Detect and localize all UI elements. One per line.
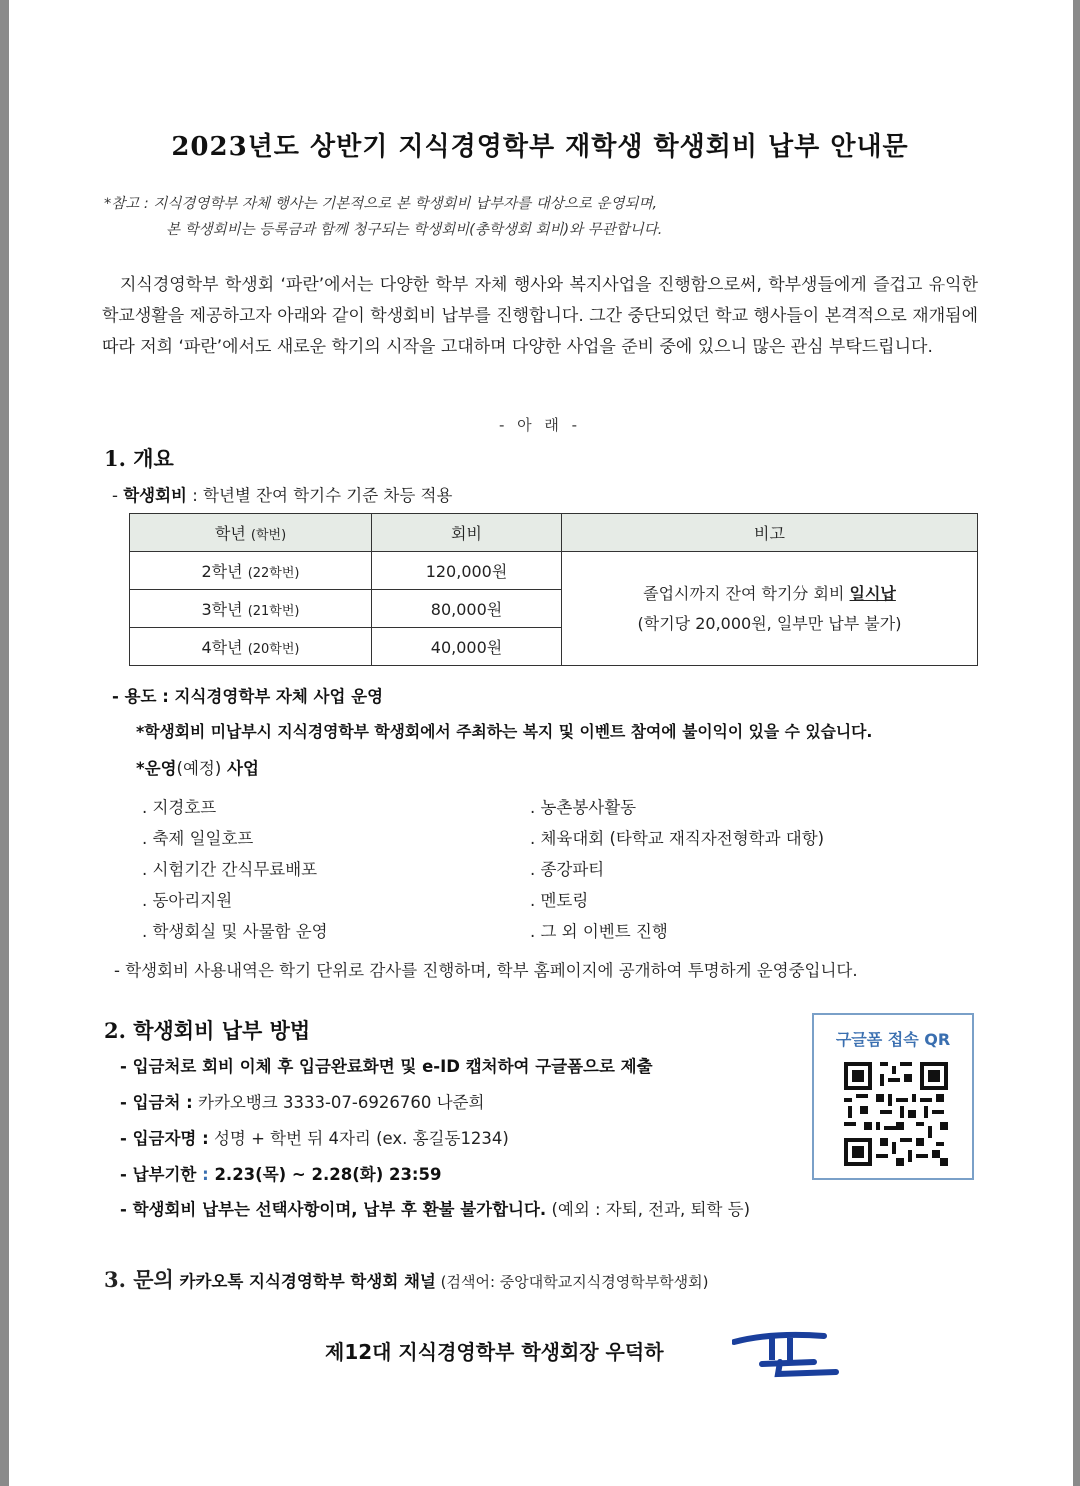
window-frame-right xyxy=(1073,0,1080,1486)
cell-grade: 2학년 (22학번) xyxy=(130,552,372,590)
account-line: - 입금처 : 카카오뱅크 3333-07-6926760 나준희 xyxy=(120,1093,485,1112)
fee-table xyxy=(129,513,978,666)
ops-heading: *운영(예정) 사업 xyxy=(136,759,259,778)
fee-desc: : 학년별 잔여 학기수 기준 차등 적용 xyxy=(192,486,453,505)
list-item: . 체육대회 (타학교 재직자전형학과 대항) xyxy=(530,829,825,848)
fee-label: 학생회비 xyxy=(123,486,187,505)
depositor-line: - 입금자명 : 성명 + 학번 뒤 4자리 (ex. 홍길동1234) xyxy=(120,1129,509,1148)
section3-heading: 3. 문의 xyxy=(104,1267,174,1292)
reference-note-line1: *참고 : 지식경영학부 자체 행사는 기본적으로 본 학생회비 납부자를 대상으로 운영되며, xyxy=(104,196,658,212)
qr-title: 구글폼 접속 QR xyxy=(835,1030,951,1049)
fee-line: - 학생회비 : 학년별 잔여 학기수 기준 차등 적용 xyxy=(112,486,453,505)
list-item: . 종강파티 xyxy=(530,860,605,879)
reference-note-line2: 본 학생회비는 등록금과 함께 청구되는 학생회비(총학생회 회비)와 무관합니다. xyxy=(166,222,663,238)
step1-line: - 입금처로 회비 이체 후 입금완료화면 및 e-ID 캡처하여 구글폼으로 제출 xyxy=(120,1057,653,1076)
intro-paragraph: 지식경영학부 학생회 ‘파란’에서는 다양한 학부 자체 행사와 복지사업을 진행함으로써, 학부생들에게 즐겁고 유익한 학교생활을 제공하고자 아래와 같이 학생회비 납부를 진행합니다. 그간 중단되었던 학교 행사들이 본격적으로 재개됨에 따라 저희 ‘파란’에서도 새로운 학기의 시작을 고대하며 다양한 사업을 준비 중에 있으니 많은 관심 부탁드립니다. xyxy=(102,275,978,357)
list-item: . 축제 일일호프 xyxy=(142,829,254,848)
section2-heading: 2. 학생회비 납부 방법 xyxy=(104,1018,311,1043)
list-item: . 시험기간 간식무료배포 xyxy=(142,860,318,879)
below-marker: - 아 래 - xyxy=(498,416,582,434)
warning-line: *학생회비 미납부시 지식경영학부 학생회에서 주최하는 복지 및 이벤트 참여에 불이익이 있을 수 있습니다. xyxy=(136,722,873,741)
list-item: . 학생회실 및 사물함 운영 xyxy=(142,922,328,941)
contact-line: 3. 문의 카카오톡 지식경영학부 학생회 채널 (검색어: 중앙대학교지식경영학부학생회) xyxy=(104,1267,709,1292)
list-item: . 농촌봉사활동 xyxy=(530,798,637,817)
window-frame-left xyxy=(0,0,9,1486)
usage-line: - 용도 : 지식경영학부 자체 사업 운영 xyxy=(112,687,384,706)
list-item: . 그 외 이벤트 진행 xyxy=(530,922,668,941)
document-title: 2023년도 상반기 지식경영학부 재학생 학생회비 납부 안내문 xyxy=(171,132,909,162)
refund-line: - 학생회비 납부는 선택사항이며, 납부 후 환불 불가합니다. (예외 : 자퇴, 전과, 퇴학 등) xyxy=(120,1200,751,1219)
list-item: . 지경호프 xyxy=(142,798,217,817)
cell-grade: 4학년 (20학번) xyxy=(130,628,372,666)
signature-line: 제12대 지식경영학부 학생회장 우덕하 xyxy=(325,1340,664,1364)
list-item: . 멘토링 xyxy=(530,891,589,910)
cell-fee: 120,000원 xyxy=(372,552,562,590)
signature-stamp-icon xyxy=(732,1330,840,1378)
cell-fee: 40,000원 xyxy=(372,628,562,666)
deadline-line: - 납부기한 : 2.23(목) ~ 2.28(화) 23:59 xyxy=(120,1165,442,1184)
header-fee: 회비 xyxy=(372,514,562,552)
cell-grade: 3학년 (21학번) xyxy=(130,590,372,628)
cell-remark: 졸업시까지 잔여 학기分 회비 일시납 (학기당 20,000원, 일부만 납부 불가) xyxy=(562,552,978,666)
header-remark: 비고 xyxy=(562,514,978,552)
table-row xyxy=(130,552,978,590)
audit-line: - 학생회비 사용내역은 학기 단위로 감사를 진행하며, 학부 홈페이지에 공개하여 투명하게 운영중입니다. xyxy=(114,961,858,980)
fee-table-header xyxy=(130,514,978,552)
qr-code-icon[interactable] xyxy=(844,1062,948,1166)
qr-box xyxy=(812,1013,974,1180)
section1-heading: 1. 개요 xyxy=(104,446,174,471)
list-item: . 동아리지원 xyxy=(142,891,233,910)
cell-fee: 80,000원 xyxy=(372,590,562,628)
header-grade: 학년 (학번) xyxy=(130,514,372,552)
